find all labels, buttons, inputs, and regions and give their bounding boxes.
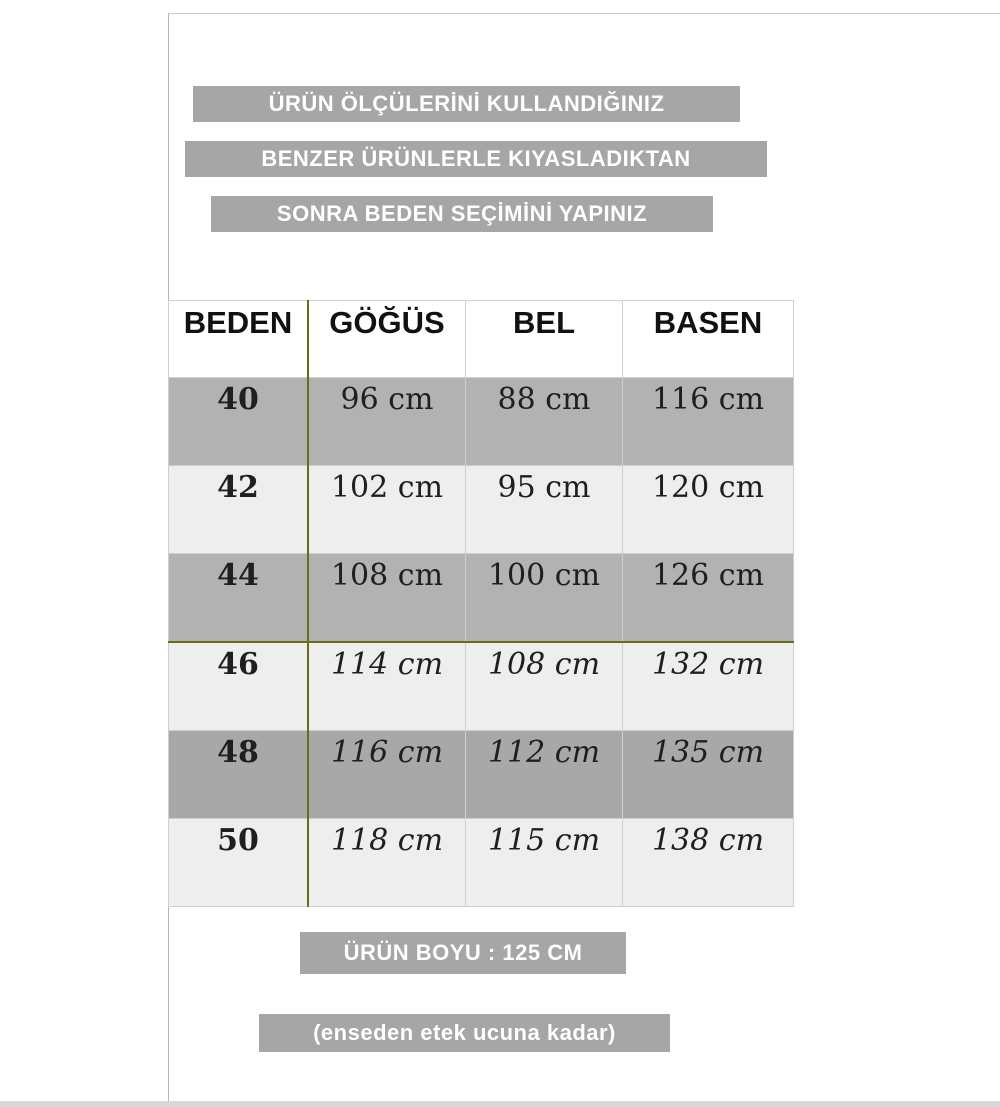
basen-cell: 135 cm bbox=[623, 731, 794, 819]
gogus-cell: 116 cm bbox=[308, 731, 466, 819]
gogus-cell: 102 cm bbox=[308, 466, 466, 554]
header-beden: BEDEN bbox=[169, 301, 309, 378]
bel-cell: 95 cm bbox=[466, 466, 623, 554]
bel-cell: 88 cm bbox=[466, 378, 623, 466]
size-cell: 46 bbox=[169, 642, 309, 731]
bel-cell: 108 cm bbox=[466, 642, 623, 731]
size-chart-table bbox=[168, 300, 794, 907]
heading-line-3: SONRA BEDEN SEÇİMİNİ YAPINIZ bbox=[211, 196, 713, 232]
bottom-scroll-bar bbox=[0, 1101, 1000, 1107]
header-gogus: GÖĞÜS bbox=[308, 301, 466, 378]
bel-cell: 112 cm bbox=[466, 731, 623, 819]
gogus-cell: 114 cm bbox=[308, 642, 466, 731]
table-row bbox=[169, 642, 794, 731]
basen-cell: 120 cm bbox=[623, 466, 794, 554]
heading-line-2: BENZER ÜRÜNLERLE KIYASLADIKTAN bbox=[185, 141, 767, 177]
basen-cell: 138 cm bbox=[623, 819, 794, 907]
table-row bbox=[169, 466, 794, 554]
gogus-cell: 108 cm bbox=[308, 554, 466, 643]
size-cell: 40 bbox=[169, 378, 309, 466]
table-row bbox=[169, 731, 794, 819]
basen-cell: 116 cm bbox=[623, 378, 794, 466]
gogus-cell: 118 cm bbox=[308, 819, 466, 907]
basen-cell: 132 cm bbox=[623, 642, 794, 731]
bel-cell: 115 cm bbox=[466, 819, 623, 907]
table-row bbox=[169, 819, 794, 907]
product-length-label: ÜRÜN BOYU : 125 CM bbox=[300, 932, 626, 974]
size-cell: 50 bbox=[169, 819, 309, 907]
table-row bbox=[169, 378, 794, 466]
basen-cell: 126 cm bbox=[623, 554, 794, 643]
size-cell: 42 bbox=[169, 466, 309, 554]
bel-cell: 100 cm bbox=[466, 554, 623, 643]
table-row bbox=[169, 554, 794, 643]
heading-line-1: ÜRÜN ÖLÇÜLERİNİ KULLANDIĞINIZ bbox=[193, 86, 740, 122]
table-header-row bbox=[169, 301, 794, 378]
size-cell: 44 bbox=[169, 554, 309, 643]
gogus-cell: 96 cm bbox=[308, 378, 466, 466]
header-basen: BASEN bbox=[623, 301, 794, 378]
measurement-note: (enseden etek ucuna kadar) bbox=[259, 1014, 670, 1052]
size-cell: 48 bbox=[169, 731, 309, 819]
header-bel: BEL bbox=[466, 301, 623, 378]
